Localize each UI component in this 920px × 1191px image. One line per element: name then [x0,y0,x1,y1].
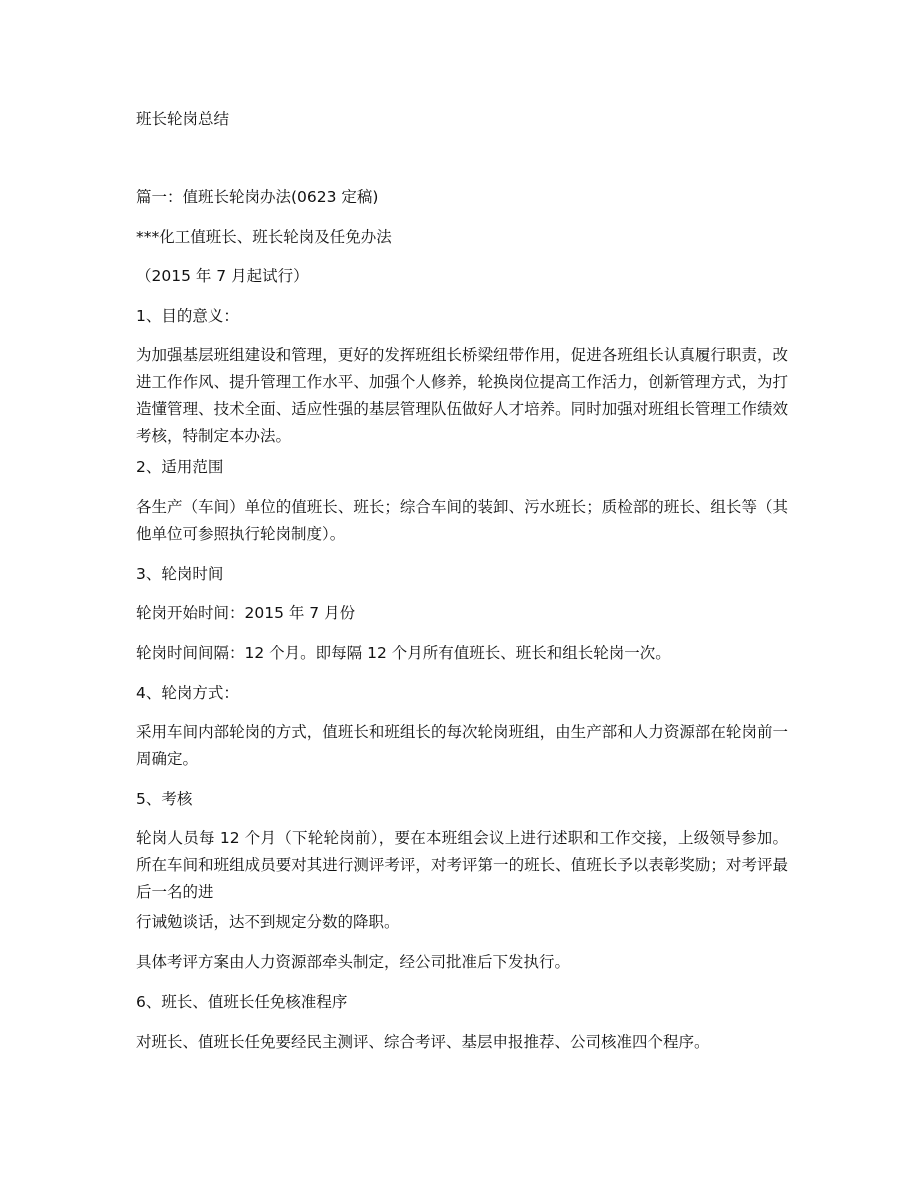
section-5-plan: 具体考评方案由人力资源部牵头制定，经公司批准后下发执行。 [136,953,571,971]
doc-title: ***化工值班长、班长轮岗及任免办法 [136,228,392,246]
trial-note: （2015 年 7 月起试行） [136,267,309,285]
section-1-heading: 1、目的意义： [136,307,239,325]
section-4-body: 采用车间内部轮岗的方式，值班长和班组长的每次轮岗班组，由生产部和人力资源部在轮岗前一周确定。 [136,723,788,768]
section-5-continuation: 行诫勉谈话，达不到规定分数的降职。 [136,913,400,931]
rotation-start-time: 轮岗开始时间：2015 年 7 月份 [136,604,356,622]
section-2-body: 各生产（车间）单位的值班长、班长；综合车间的装卸、污水班长；质检部的班长、组长等（其他单位可参照执行轮岗制度）。 [136,498,788,543]
section-5-heading: 5、考核 [136,790,193,808]
section-5-body: 轮岗人员每 12 个月（下轮轮岗前），要在本班组会议上进行述职和工作交接，上级领导参加。所在车间和班组成员要对其进行测评考评，对考评第一的班长、值班长予以表彰奖励；对考评最后一名的进 [136,829,788,901]
document-title: 班长轮岗总结 [136,110,230,128]
section-3-heading: 3、轮岗时间 [136,565,224,583]
section-heading: 篇一：值班长轮岗办法(0623 定稿) [136,188,379,206]
section-2-heading: 2、适用范围 [136,458,224,476]
section-6-body: 对班长、值班长任免要经民主测评、综合考评、基层申报推荐、公司核准四个程序。 [136,1033,710,1051]
section-6-heading: 6、班长、值班长任免核准程序 [136,993,348,1011]
section-1-body: 为加强基层班组建设和管理，更好的发挥班组长桥梁纽带作用，促进各班组长认真履行职责，改进工作作风、提升管理工作水平、加强个人修养，轮换岗位提高工作活力，创新管理方式，为打造懂管理、技术全面、适应性强的基层管理队伍做好人才培养。同时加强对班组长管理工作绩效考核，特制定本办法。 [136,346,788,445]
section-4-heading: 4、轮岗方式： [136,684,239,702]
rotation-interval: 轮岗时间间隔：12 个月。即每隔 12 个月所有值班长、班长和组长轮岗一次。 [136,644,671,662]
